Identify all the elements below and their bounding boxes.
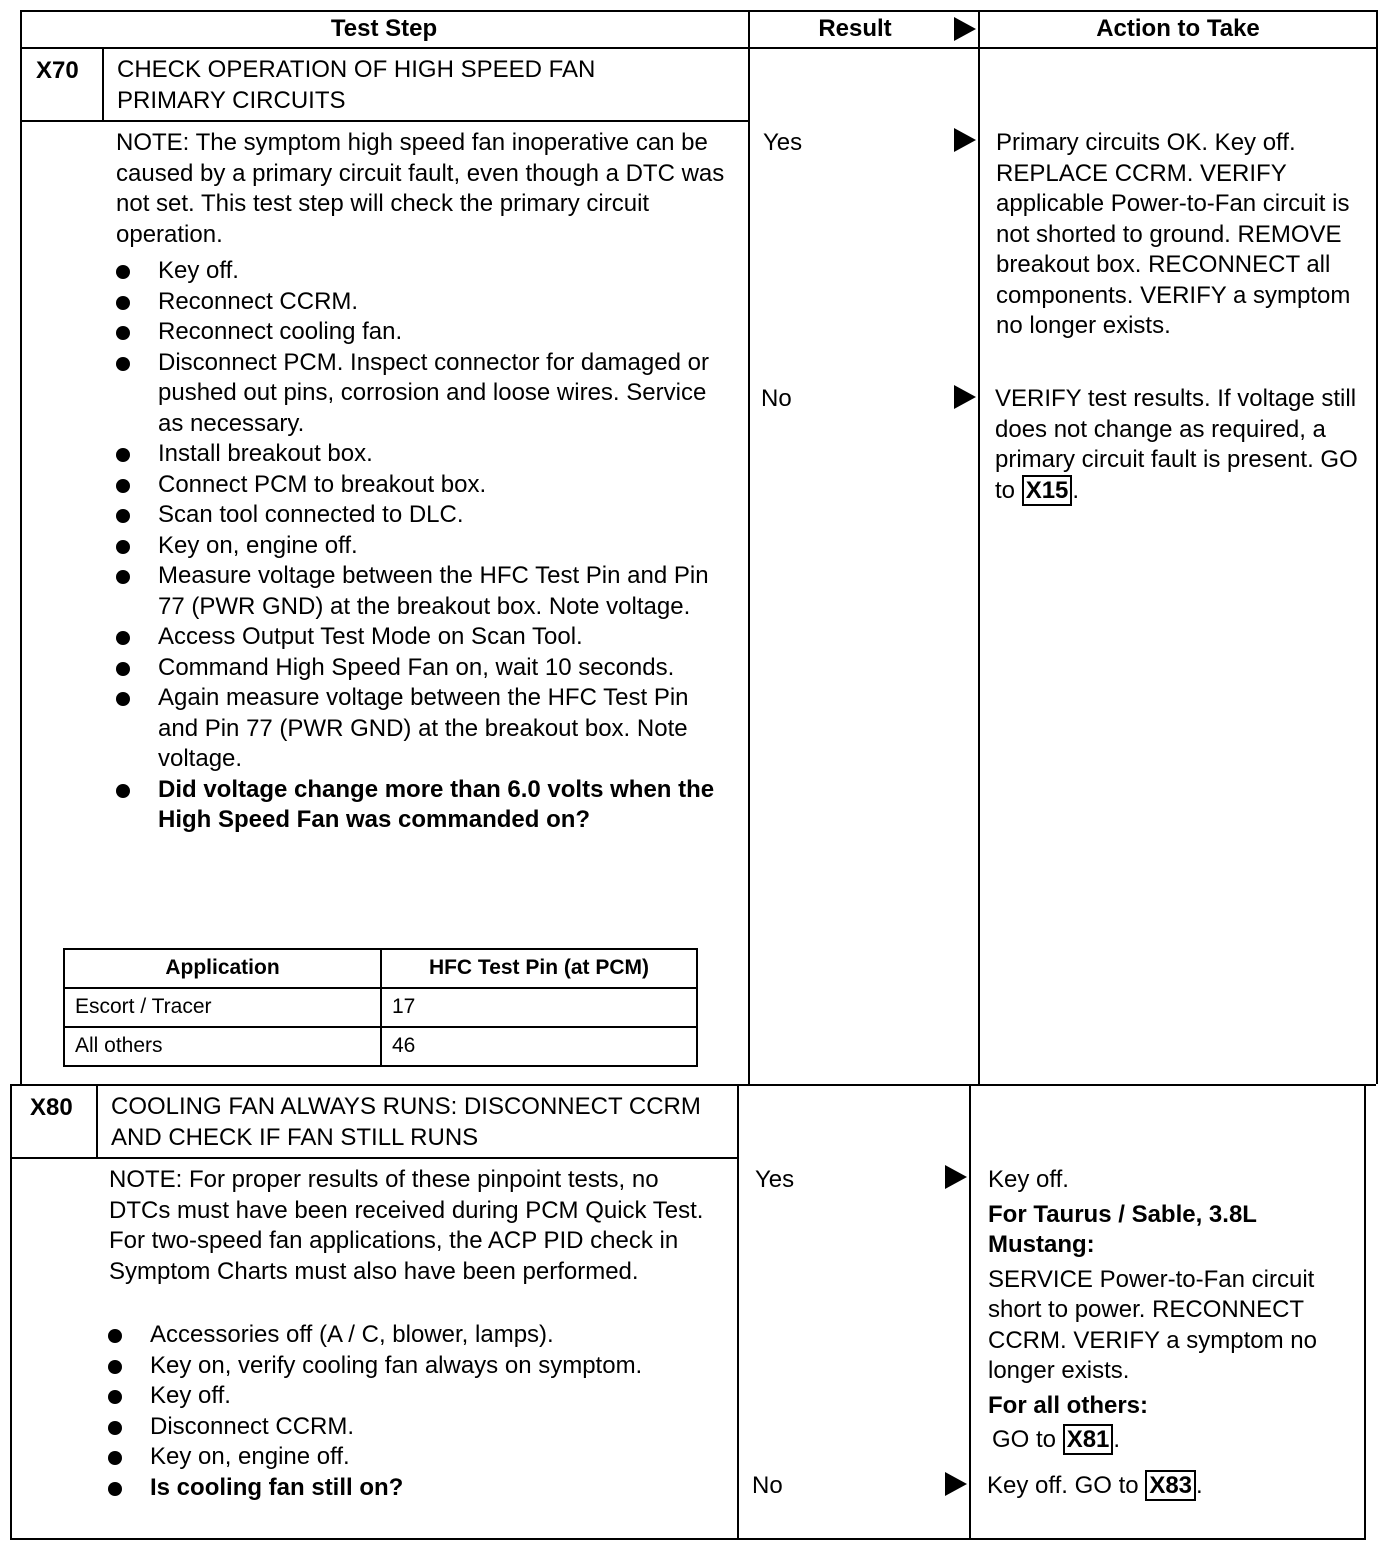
period: . <box>1113 1426 1121 1453</box>
hfc-test-pin-table <box>63 948 698 1067</box>
x80-yes-goto-text: GO to <box>992 1426 1057 1453</box>
action-col-line-lower <box>969 1084 971 1540</box>
x70-no-action-text: VERIFY test results. If voltage still does not change as required, a primary circuit fault is present. GO to <box>995 385 1358 504</box>
x70-id-divider <box>102 47 104 122</box>
x70-yes-action: Primary circuits OK. Key off. REPLACE CCRM. VERIFY applicable Power-to-Fan circuit is not shorted to ground. REMOVE breakout box. RECONNECT all components. VERIFY a symptom no longer exists. <box>996 129 1351 339</box>
x80-step-list <box>108 1320 718 1503</box>
list-item: Key on, engine off. <box>108 1442 718 1473</box>
x80-id-divider <box>96 1084 98 1159</box>
list-item: Install breakout box. <box>116 439 716 470</box>
period: . <box>1072 476 1080 504</box>
x80-note: NOTE: For proper results of these pinpoint tests, no DTCs must have been received during PCM Quick Test. For two-speed fan applications, the ACP PID check in Symptom Charts must also have been performed. <box>109 1166 704 1285</box>
x80-title: COOLING FAN ALWAYS RUNS: DISCONNECT CCRM AND CHECK IF FAN STILL RUNS <box>111 1093 701 1151</box>
table-cell: 17 <box>381 988 697 1027</box>
x80-no-arrow-icon <box>945 1472 967 1496</box>
list-item: Disconnect CCRM. <box>108 1412 718 1443</box>
list-item: Access Output Test Mode on Scan Tool. <box>116 622 716 653</box>
header-test-step: Test Step <box>330 15 438 42</box>
header-result: Result <box>818 15 892 42</box>
period: . <box>1196 1472 1203 1499</box>
x80-yes-action-1: Key off. <box>988 1166 1069 1193</box>
x80-yes-action-2: SERVICE Power-to-Fan circuit short to power. RECONNECT CCRM. VERIFY a symptom no longer exists. <box>988 1265 1317 1384</box>
x70-yes-arrow-icon <box>954 128 976 152</box>
x80-result-no: No <box>752 1472 783 1499</box>
x70-no-arrow-icon <box>954 385 976 409</box>
table-header-hfc-pin: HFC Test Pin (at PCM) <box>381 949 697 988</box>
result-col-line-lower <box>737 1084 739 1540</box>
x80-yes-action <box>988 1165 1360 1456</box>
list-item: Disconnect PCM. Inspect connector for damaged or pushed out pins, corrosion and loose wires. Service as necessary. <box>116 348 716 440</box>
list-item: Scan tool connected to DLC. <box>116 500 716 531</box>
list-item: Connect PCM to breakout box. <box>116 470 716 501</box>
goto-x83-link[interactable]: X83 <box>1145 1470 1196 1501</box>
list-item: Reconnect cooling fan. <box>116 317 716 348</box>
section-divider <box>10 1084 1376 1086</box>
list-item: Again measure voltage between the HFC Test Pin and Pin 77 (PWR GND) at the breakout box. Note voltage. <box>116 683 716 775</box>
x70-title-bottom-rule <box>20 120 750 122</box>
x80-no-action <box>987 1471 1359 1502</box>
header-arrow-icon <box>954 17 976 41</box>
table-cell: All others <box>64 1027 381 1066</box>
x70-step-list <box>116 256 716 836</box>
table-row <box>64 988 697 1027</box>
x70-result-no: No <box>761 385 792 412</box>
list-item: Command High Speed Fan on, wait 10 seconds. <box>116 653 716 684</box>
x70-step-id: X70 <box>36 57 79 84</box>
x80-step-id: X80 <box>30 1094 73 1121</box>
list-item: Measure voltage between the HFC Test Pin and Pin 77 (PWR GND) at the breakout box. Note voltage. <box>116 561 716 622</box>
border-left <box>20 10 22 1084</box>
border-bottom <box>10 1538 1366 1540</box>
list-item: Key on, verify cooling fan always on symptom. <box>108 1351 718 1382</box>
x80-title-bottom-rule <box>10 1157 739 1159</box>
goto-x15-link[interactable]: X15 <box>1022 475 1073 506</box>
x80-question: Is cooling fan still on? <box>108 1473 718 1504</box>
x80-yes-arrow-icon <box>945 1165 967 1189</box>
x70-question: Did voltage change more than 6.0 volts when the High Speed Fan was commanded on? <box>116 775 716 836</box>
x80-result-yes: Yes <box>755 1166 795 1193</box>
x70-result-yes: Yes <box>763 129 803 156</box>
table-cell: Escort / Tracer <box>64 988 381 1027</box>
list-item: Reconnect CCRM. <box>116 287 716 318</box>
list-item: Accessories off (A / C, blower, lamps). <box>108 1320 718 1351</box>
x80-yes-action-3 <box>988 1425 1360 1456</box>
header-action: Action to Take <box>1096 15 1260 42</box>
list-item: Key off. <box>108 1381 718 1412</box>
table-cell: 46 <box>381 1027 697 1066</box>
list-item: Key on, engine off. <box>116 531 716 562</box>
action-col-line-upper <box>978 10 980 1084</box>
table-row <box>64 1027 697 1066</box>
border-right <box>1376 10 1378 1084</box>
x80-yes-heading-1: For Taurus / Sable, 3.8L Mustang: <box>988 1200 1257 1258</box>
header-bottom-rule <box>20 47 1378 49</box>
x70-title: CHECK OPERATION OF HIGH SPEED FAN PRIMARY CIRCUITS <box>117 56 596 114</box>
table-header-application: Application <box>64 949 381 988</box>
x80-yes-heading-2: For all others: <box>988 1391 1149 1419</box>
result-col-line-upper <box>748 10 750 1084</box>
goto-x81-link[interactable]: X81 <box>1063 1424 1114 1455</box>
x80-no-action-text: Key off. GO to <box>987 1472 1139 1499</box>
x70-note: NOTE: The symptom high speed fan inoperative can be caused by a primary circuit fault, even though a DTC was not set. This test step will check the primary circuit operation. <box>116 129 725 248</box>
border-right-lower <box>1364 1084 1366 1540</box>
border-left-lower <box>10 1084 12 1540</box>
list-item: Key off. <box>116 256 716 287</box>
x70-no-action <box>995 384 1373 506</box>
